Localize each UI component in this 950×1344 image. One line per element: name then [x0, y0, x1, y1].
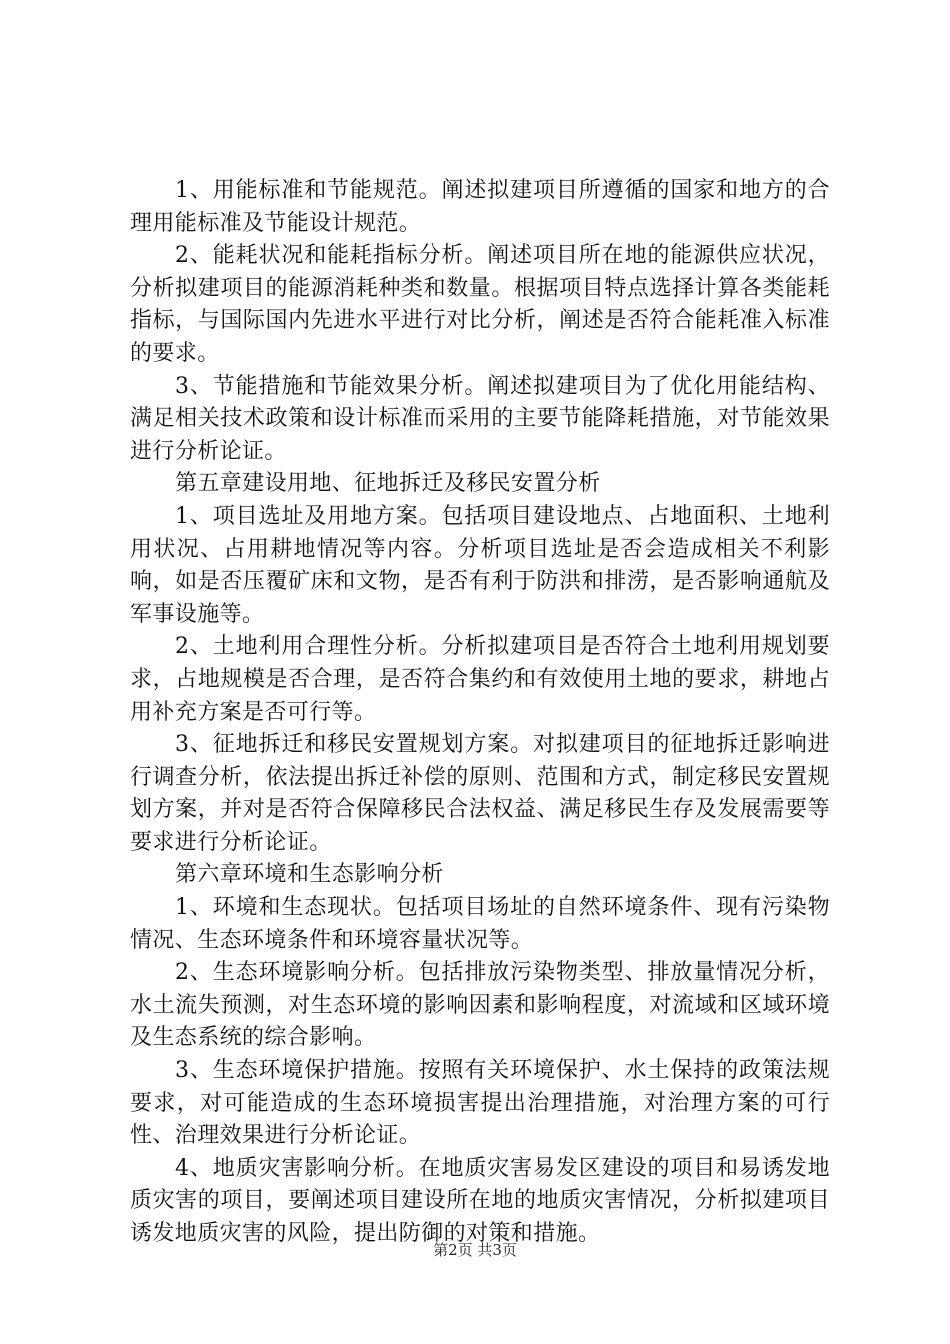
paragraph-ecological-impact: 2、生态环境影响分析。包括排放污染物类型、排放量情况分析，水土流失预测，对生态环境的影响因素和影响程度，对流域和区域环境及生态系统的综合影响。	[130, 960, 830, 1051]
paragraph-energy-standards: 1、用能标准和节能规范。阐述拟建项目所遵循的国家和地方的合理用能标准及节能设计规范。	[130, 178, 830, 236]
document-body	[130, 175, 830, 1251]
paragraph-site-selection: 1、项目选址及用地方案。包括项目建设地点、占地面积、土地利用状况、占用耕地情况等内容。分析项目选址是否会造成相关不利影响，如是否压覆矿床和文物，是否有利于防洪和排涝，是否影响通航及军事设施等。	[130, 503, 830, 627]
paragraph-energy-saving-measures: 3、节能措施和节能效果分析。阐述拟建项目为了优化用能结构、满足相关技术政策和设计标准而采用的主要节能降耗措施，对节能效果进行分析论证。	[130, 373, 830, 464]
paragraph-environment-status: 1、环境和生态现状。包括项目场址的自然环境条件、现有污染物情况、生态环境条件和环境容量状况等。	[130, 895, 830, 953]
paragraph-land-use: 2、土地利用合理性分析。分析拟建项目是否符合土地利用规划要求，占地规模是否合理，是否符合集约和有效使用土地的要求，耕地占用补充方案是否可行等。	[130, 634, 830, 725]
paragraph-resettlement: 3、征地拆迁和移民安置规划方案。对拟建项目的征地拆迁影响进行调查分析，依法提出拆迁补偿的原则、范围和方式，制定移民安置规划方案，并对是否符合保障移民合法权益、满足移民生存及发展需要等要求进行分析论证。	[130, 732, 830, 855]
paragraph-protection-measures: 3、生态环境保护措施。按照有关环境保护、水土保持的政策法规要求，对可能造成的生态环境损害提出治理措施，对治理方案的可行性、治理效果进行分析论证。	[130, 1058, 830, 1149]
page-footer: 第2页 共3页	[433, 1241, 517, 1259]
paragraph-geological-hazards: 4、地质灾害影响分析。在地质灾害易发区建设的项目和易诱发地质灾害的项目，要阐述项目建设所在地的地质灾害情况，分析拟建项目诱发地质灾害的风险，提出防御的对策和措施。	[130, 1155, 830, 1246]
chapter-six-heading: 第六章环境和生态影响分析	[175, 862, 444, 888]
chapter-five-heading: 第五章建设用地、征地拆迁及移民安置分析	[175, 471, 601, 497]
paragraph-energy-consumption: 2、能耗状况和能耗指标分析。阐述项目所在地的能源供应状况，分析拟建项目的能源消耗种类和数量。根据项目特点选择计算各类能耗指标，与国际国内先进水平进行对比分析，阐述是否符合能耗准入标准的要求。	[130, 243, 830, 366]
